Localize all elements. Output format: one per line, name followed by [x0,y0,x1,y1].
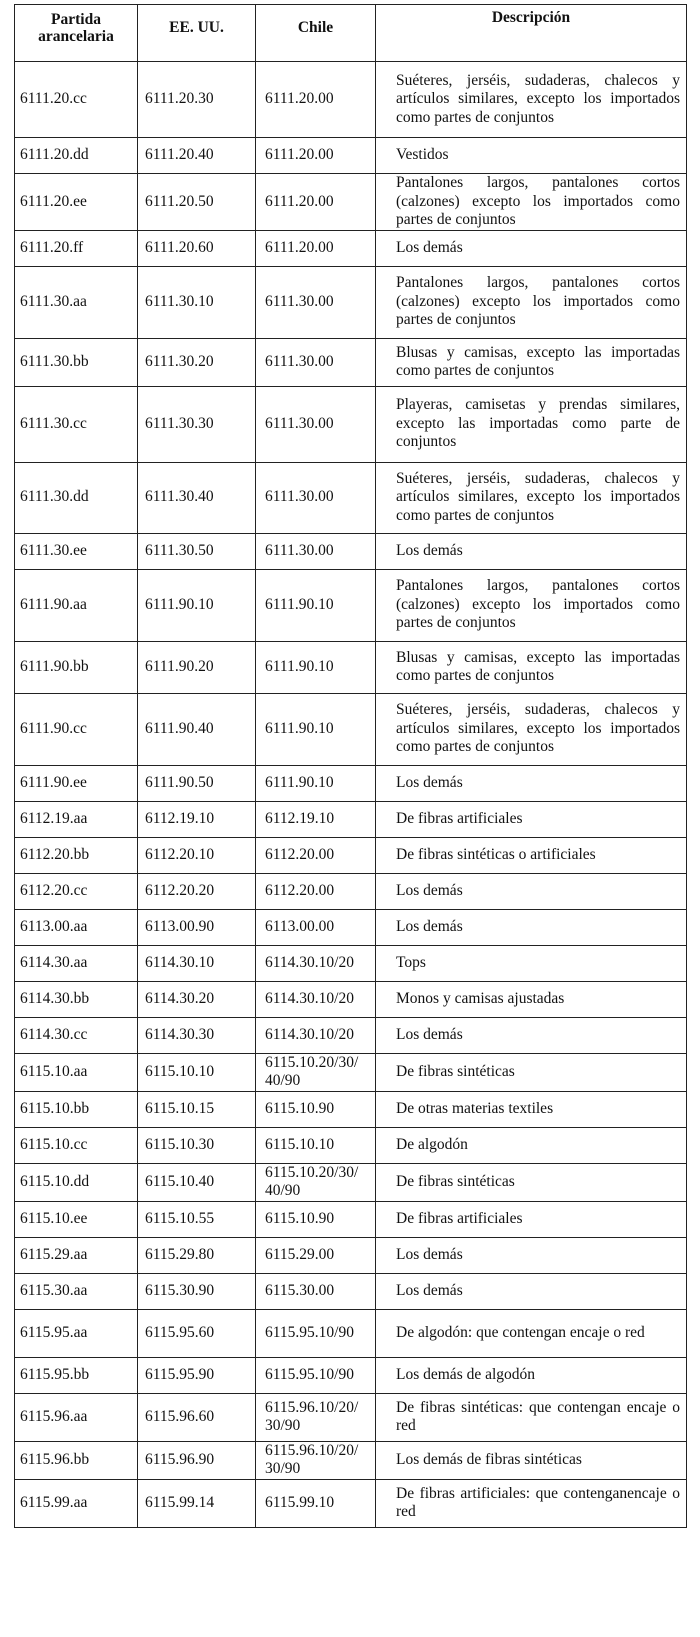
us-code-cell: 6111.30.30 [138,386,256,462]
chile-code-cell: 6113.00.00 [256,909,376,945]
table-row [15,909,687,945]
partida-cell: 6115.29.aa [15,1237,138,1273]
partida-cell: 6115.10.cc [15,1127,138,1163]
header-us: EE. UU. [138,5,256,62]
description-cell: De fibras sintéticas [376,1053,687,1091]
table-row [15,386,687,462]
table-row [15,1393,687,1441]
chile-code-cell: 6112.20.00 [256,873,376,909]
partida-cell: 6115.96.aa [15,1393,138,1441]
chile-code-cell: 6111.20.00 [256,62,376,138]
description-cell: De fibras sintéticas o artificiales [376,837,687,873]
us-code-cell: 6111.90.10 [138,569,256,641]
description-cell: Los demás [376,909,687,945]
us-code-cell: 6115.95.60 [138,1309,256,1357]
table-row [15,801,687,837]
description-cell: Los demás [376,1273,687,1309]
us-code-cell: 6111.30.10 [138,266,256,338]
chile-code-cell: 6111.30.00 [256,462,376,533]
us-code-cell: 6111.90.40 [138,693,256,765]
partida-cell: 6111.90.ee [15,765,138,801]
header-descripcion: Descripción [376,5,687,62]
table-row [15,1237,687,1273]
us-code-cell: 6115.10.10 [138,1053,256,1091]
chile-code-cell: 6115.29.00 [256,1237,376,1273]
us-code-cell: 6111.20.30 [138,62,256,138]
table-row [15,1441,687,1479]
table-row [15,569,687,641]
chile-code-cell: 6114.30.10/20 [256,945,376,981]
chile-code-cell: 6112.20.00 [256,837,376,873]
us-code-cell: 6111.30.20 [138,338,256,386]
description-cell: De algodón [376,1127,687,1163]
chile-code-cell: 6115.96.10/20/ 30/90 [256,1441,376,1479]
table-row [15,1017,687,1053]
chile-code-cell: 6111.20.00 [256,174,376,231]
chile-code-cell: 6115.30.00 [256,1273,376,1309]
us-code-cell: 6111.20.40 [138,138,256,174]
partida-cell: 6112.20.cc [15,873,138,909]
table-row [15,174,687,231]
chile-code-cell: 6111.30.00 [256,386,376,462]
us-code-cell: 6115.10.40 [138,1163,256,1201]
description-cell: Los demás [376,533,687,569]
chile-code-cell: 6111.30.00 [256,338,376,386]
partida-cell: 6111.20.ff [15,230,138,266]
description-cell: Los demás [376,1017,687,1053]
chile-code-cell: 6111.30.00 [256,533,376,569]
chile-code-cell: 6111.30.00 [256,266,376,338]
table-row [15,1201,687,1237]
description-cell: Playeras, camisetas y prendas similares, excepto las importadas como parte de conjuntos [376,386,687,462]
us-code-cell: 6115.29.80 [138,1237,256,1273]
us-code-cell: 6111.20.60 [138,230,256,266]
table-row [15,462,687,533]
description-cell: Pantalones largos, pantalones cortos (calzones) excepto los importados como partes de conjuntos [376,266,687,338]
header-partida: Partida arancelaria [15,5,138,62]
description-cell: De fibras artificiales: que contenganencaje o red [376,1479,687,1527]
table-row [15,1273,687,1309]
us-code-cell: 6114.30.30 [138,1017,256,1053]
partida-cell: 6115.95.bb [15,1357,138,1393]
description-cell: De fibras sintéticas: que contengan encaje o red [376,1393,687,1441]
description-cell: Los demás [376,230,687,266]
us-code-cell: 6112.20.10 [138,837,256,873]
chile-code-cell: 6112.19.10 [256,801,376,837]
us-code-cell: 6115.10.15 [138,1091,256,1127]
us-code-cell: 6114.30.10 [138,945,256,981]
chile-code-cell: 6115.10.90 [256,1201,376,1237]
us-code-cell: 6112.20.20 [138,873,256,909]
chile-code-cell: 6115.99.10 [256,1479,376,1527]
partida-cell: 6111.20.ee [15,174,138,231]
chile-code-cell: 6111.90.10 [256,641,376,693]
us-code-cell: 6111.90.20 [138,641,256,693]
table-row [15,837,687,873]
chile-code-cell: 6115.96.10/20/ 30/90 [256,1393,376,1441]
description-cell: Los demás [376,765,687,801]
partida-cell: 6112.19.aa [15,801,138,837]
table-row [15,1479,687,1527]
table-row [15,533,687,569]
partida-cell: 6115.10.dd [15,1163,138,1201]
table-row [15,693,687,765]
table-row [15,1357,687,1393]
chile-code-cell: 6115.95.10/90 [256,1357,376,1393]
chile-code-cell: 6111.90.10 [256,693,376,765]
chile-code-cell: 6111.20.00 [256,138,376,174]
partida-cell: 6115.95.aa [15,1309,138,1357]
partida-cell: 6113.00.aa [15,909,138,945]
table-row [15,338,687,386]
partida-cell: 6115.96.bb [15,1441,138,1479]
partida-cell: 6111.20.cc [15,62,138,138]
tariff-table-page [14,4,686,1528]
us-code-cell: 6112.19.10 [138,801,256,837]
chile-code-cell: 6115.10.90 [256,1091,376,1127]
chile-code-cell: 6111.90.10 [256,569,376,641]
table-row [15,1053,687,1091]
table-row [15,873,687,909]
table-row [15,230,687,266]
chile-code-cell: 6114.30.10/20 [256,1017,376,1053]
us-code-cell: 6113.00.90 [138,909,256,945]
us-code-cell: 6114.30.20 [138,981,256,1017]
partida-cell: 6111.30.dd [15,462,138,533]
us-code-cell: 6115.30.90 [138,1273,256,1309]
us-code-cell: 6115.10.30 [138,1127,256,1163]
description-cell: De fibras artificiales [376,801,687,837]
chile-code-cell: 6111.20.00 [256,230,376,266]
chile-code-cell: 6115.10.20/30/ 40/90 [256,1163,376,1201]
partida-cell: 6111.30.ee [15,533,138,569]
description-cell: De fibras sintéticas [376,1163,687,1201]
description-cell: Monos y camisas ajustadas [376,981,687,1017]
partida-cell: 6111.20.dd [15,138,138,174]
us-code-cell: 6115.10.55 [138,1201,256,1237]
us-code-cell: 6115.95.90 [138,1357,256,1393]
table-row [15,765,687,801]
partida-cell: 6114.30.aa [15,945,138,981]
partida-cell: 6111.90.aa [15,569,138,641]
description-cell: Los demás [376,873,687,909]
description-cell: Suéteres, jerséis, sudaderas, chalecos y artículos similares, excepto los importados como partes de conjuntos [376,462,687,533]
table-row [15,945,687,981]
partida-cell: 6115.99.aa [15,1479,138,1527]
chile-code-cell: 6115.10.10 [256,1127,376,1163]
partida-cell: 6111.90.cc [15,693,138,765]
table-row [15,266,687,338]
table-row [15,1127,687,1163]
table-row [15,138,687,174]
description-cell: Pantalones largos, pantalones cortos (calzones) excepto los importados como partes de conjuntos [376,569,687,641]
partida-cell: 6114.30.bb [15,981,138,1017]
description-cell: Suéteres, jerséis, sudaderas, chalecos y artículos similares, excepto los importados como partes de conjuntos [376,62,687,138]
us-code-cell: 6115.99.14 [138,1479,256,1527]
us-code-cell: 6111.30.40 [138,462,256,533]
table-body [15,62,687,1528]
description-cell: De otras materias textiles [376,1091,687,1127]
partida-cell: 6114.30.cc [15,1017,138,1053]
description-cell: Pantalones largos, pantalones cortos (calzones) excepto los importados como partes de conjuntos [376,174,687,231]
us-code-cell: 6115.96.60 [138,1393,256,1441]
us-code-cell: 6111.20.50 [138,174,256,231]
tariff-correlation-table [14,4,687,1528]
description-cell: Blusas y camisas, excepto las importadas como partes de conjuntos [376,338,687,386]
chile-code-cell: 6111.90.10 [256,765,376,801]
table-row [15,1309,687,1357]
partida-cell: 6115.10.ee [15,1201,138,1237]
chile-code-cell: 6115.95.10/90 [256,1309,376,1357]
description-cell: De algodón: que contengan encaje o red [376,1309,687,1357]
description-cell: Los demás de algodón [376,1357,687,1393]
table-row [15,641,687,693]
table-row [15,1091,687,1127]
header-chile: Chile [256,5,376,62]
description-cell: Los demás [376,1237,687,1273]
partida-cell: 6111.90.bb [15,641,138,693]
us-code-cell: 6111.90.50 [138,765,256,801]
us-code-cell: 6111.30.50 [138,533,256,569]
partida-cell: 6112.20.bb [15,837,138,873]
table-row [15,981,687,1017]
chile-code-cell: 6114.30.10/20 [256,981,376,1017]
partida-cell: 6115.30.aa [15,1273,138,1309]
description-cell: Blusas y camisas, excepto las importadas como partes de conjuntos [376,641,687,693]
description-cell: De fibras artificiales [376,1201,687,1237]
partida-cell: 6111.30.bb [15,338,138,386]
description-cell: Suéteres, jerséis, sudaderas, chalecos y artículos similares, excepto los importados como partes de conjuntos [376,693,687,765]
chile-code-cell: 6115.10.20/30/ 40/90 [256,1053,376,1091]
description-cell: Vestidos [376,138,687,174]
table-row [15,1163,687,1201]
description-cell: Los demás de fibras sintéticas [376,1441,687,1479]
us-code-cell: 6115.96.90 [138,1441,256,1479]
partida-cell: 6115.10.aa [15,1053,138,1091]
partida-cell: 6111.30.aa [15,266,138,338]
partida-cell: 6115.10.bb [15,1091,138,1127]
description-cell: Tops [376,945,687,981]
partida-cell: 6111.30.cc [15,386,138,462]
table-header-row [15,5,687,62]
table-row [15,62,687,138]
